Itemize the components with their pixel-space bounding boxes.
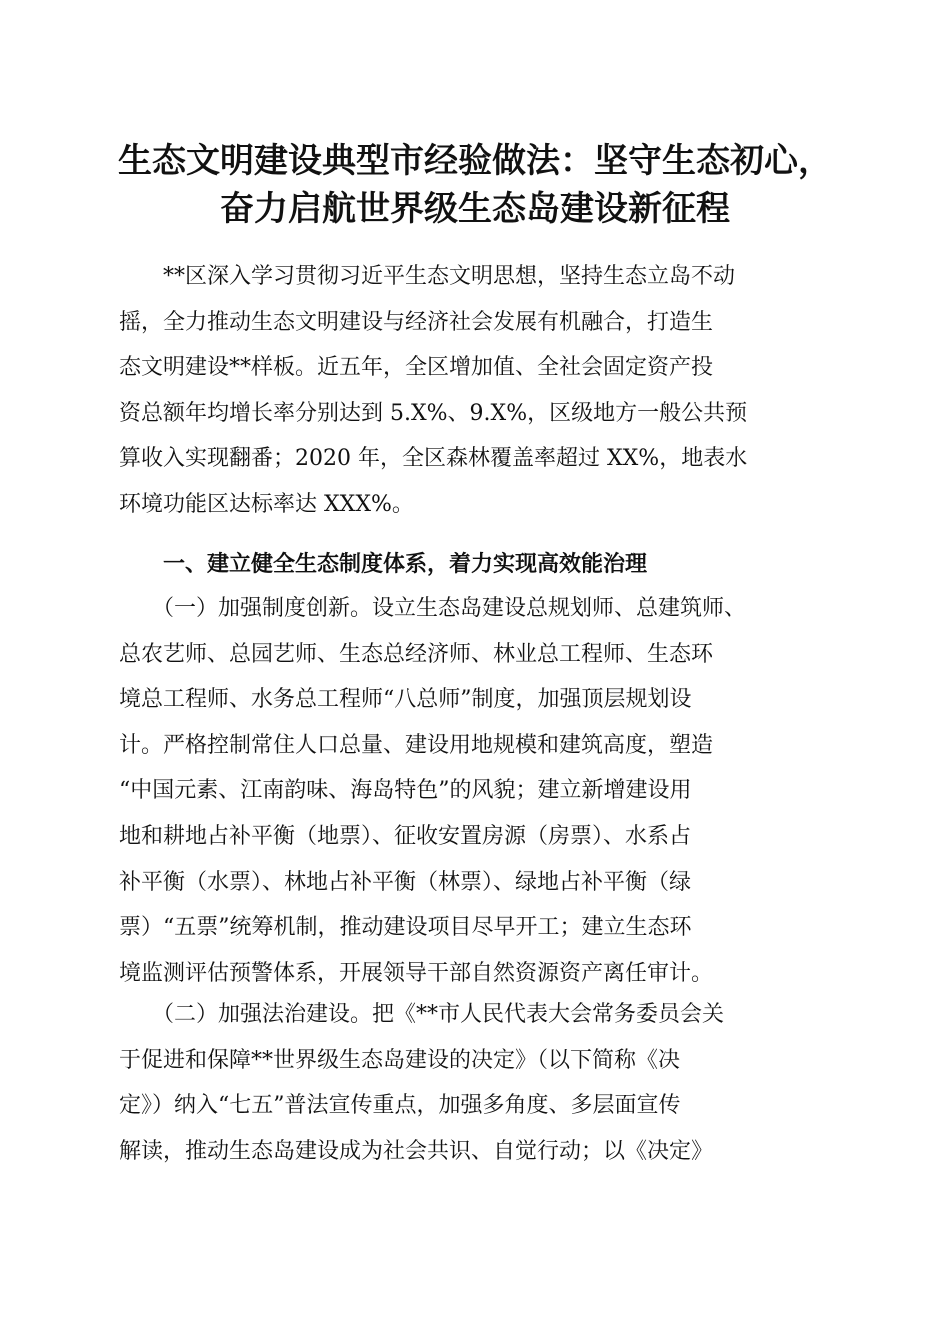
paragraph-line: 算收入实现翻番；2020 年，全区森林覆盖率超过 XX%，地表水 bbox=[119, 446, 748, 472]
document-title-line-2: 奋力启航世界级生态岛建设新征程 bbox=[220, 189, 730, 229]
paragraph-line: 票）“五票”统筹机制，推动建设项目尽早开工；建立生态环 bbox=[119, 915, 692, 941]
paragraph-line: “中国元素、江南韵味、海岛特色”的风貌；建立新增建设用 bbox=[119, 778, 692, 804]
paragraph-line: 于促进和保障**世界级生态岛建设的决定》（以下简称《决 bbox=[119, 1047, 681, 1073]
paragraph-line: 摇，全力推动生态文明建设与经济社会发展有机融合，打造生 bbox=[119, 309, 714, 335]
paragraph-line: 解读，推动生态岛建设成为社会共识、自觉行动；以《决定》 bbox=[119, 1138, 714, 1164]
paragraph-line: 补平衡（水票）、林地占补平衡（林票）、绿地占补平衡（绿 bbox=[119, 869, 692, 895]
paragraph-line: 地和耕地占补平衡（地票）、征收安置房源（房票）、水系占 bbox=[119, 823, 692, 849]
paragraph-line: 总农艺师、总园艺师、生态总经济师、林业总工程师、生态环 bbox=[119, 641, 714, 667]
paragraph-line: 定》）纳入“七五”普法宣传重点，加强多角度、多层面宣传 bbox=[119, 1093, 681, 1119]
document-title-line-1: 生态文明建设典型市经验做法：坚守生态初心， bbox=[118, 141, 832, 181]
paragraph-line: 资总额年均增长率分别达到 5.X%、9.X%，区级地方一般公共预 bbox=[119, 400, 748, 426]
paragraph-line: 态文明建设**样板。近五年，全区增加值、全社会固定资产投 bbox=[119, 355, 714, 381]
paragraph-institutional-innovation bbox=[119, 586, 833, 996]
paragraph-line: （二）加强法治建设。把《**市人民代表大会常务委员会关 bbox=[119, 1002, 725, 1027]
paragraph-line: 计。严格控制常住人口总量、建设用地规模和建筑高度，塑造 bbox=[119, 732, 714, 758]
paragraph-line: **区深入学习贯彻习近平生态文明思想，坚持生态立岛不动 bbox=[119, 264, 736, 289]
paragraph-line: 境监测评估预警体系，开展领导干部自然资源资产离任审计。 bbox=[119, 960, 714, 986]
paragraph-line: （一）加强制度创新。设立生态岛建设总规划师、总建筑师、 bbox=[119, 596, 747, 621]
intro-paragraph bbox=[119, 254, 833, 528]
paragraph-line: 环境功能区达标率达 XXX%。 bbox=[119, 491, 414, 517]
paragraph-line: 境总工程师、水务总工程师“八总师”制度，加强顶层规划设 bbox=[119, 687, 692, 713]
paragraph-legal-construction bbox=[119, 992, 833, 1174]
section-heading-1: 一、建立健全生态制度体系，着力实现高效能治理 bbox=[119, 552, 648, 577]
